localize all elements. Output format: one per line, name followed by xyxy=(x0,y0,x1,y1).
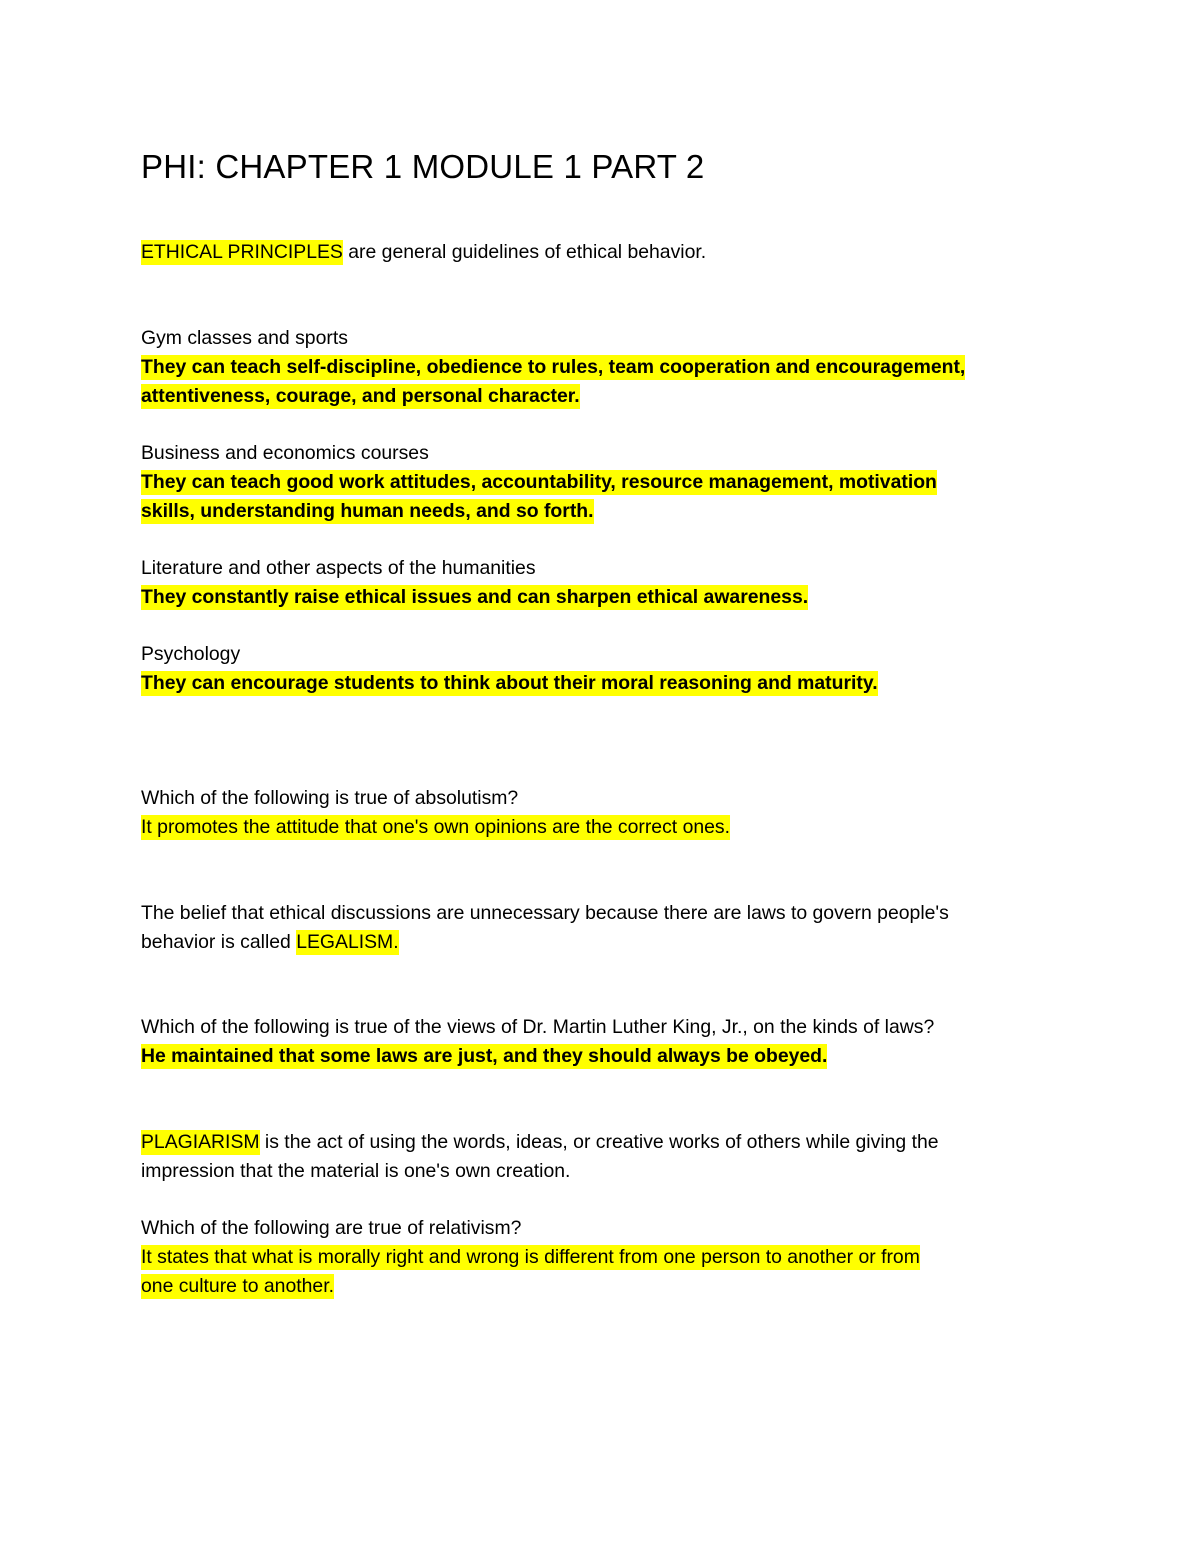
psychology-answer: They can encourage students to think about their moral reasoning and maturity. xyxy=(141,672,878,694)
literature-heading: Literature and other aspects of the humanities xyxy=(141,557,536,579)
ethical-principles-text: are general guidelines of ethical behavior. xyxy=(342,241,707,263)
ethical-principles-definition xyxy=(141,238,1071,267)
page-title: PHI: CHAPTER 1 MODULE 1 PART 2 xyxy=(141,148,705,185)
plagiarism-section xyxy=(141,1128,1071,1186)
business-answer-line-2: skills, understanding human needs, and so forth. xyxy=(141,500,594,522)
legalism-line-2-prefix: behavior is called xyxy=(141,931,297,953)
relativism-answer-line-1: It states that what is morally right and wrong is different from one person to another or from xyxy=(141,1246,920,1268)
gym-answer-line-2: attentiveness, courage, and personal character. xyxy=(141,385,580,407)
mlk-question: Which of the following is true of the views of Dr. Martin Luther King, Jr., on the kinds of laws? xyxy=(141,1016,935,1038)
relativism-section xyxy=(141,1214,1071,1301)
business-answer-line-1: They can teach good work attitudes, accountability, resource management, motivation xyxy=(141,471,937,493)
absolutism-question: Which of the following is true of absolutism? xyxy=(141,787,519,809)
plagiarism-line-1-text: is the act of using the words, ideas, or creative works of others while giving the xyxy=(259,1131,939,1153)
psychology-heading: Psychology xyxy=(141,643,241,665)
plagiarism-term: PLAGIARISM xyxy=(141,1131,260,1153)
relativism-answer-line-2: one culture to another. xyxy=(141,1275,334,1297)
business-heading: Business and economics courses xyxy=(141,442,429,464)
literature-section xyxy=(141,554,1071,612)
business-section xyxy=(141,439,1071,526)
gym-answer-line-1: They can teach self-discipline, obedience to rules, team cooperation and encouragement, xyxy=(141,356,966,378)
literature-answer: They constantly raise ethical issues and can sharpen ethical awareness. xyxy=(141,586,809,608)
relativism-question: Which of the following are true of relativism? xyxy=(141,1217,522,1239)
absolutism-section xyxy=(141,784,1071,842)
legalism-line-1: The belief that ethical discussions are unnecessary because there are laws to govern people's xyxy=(141,902,949,924)
absolutism-answer: It promotes the attitude that one's own opinions are the correct ones. xyxy=(141,816,731,838)
psychology-section xyxy=(141,640,1071,698)
gym-heading: Gym classes and sports xyxy=(141,327,348,349)
mlk-section xyxy=(141,1013,1071,1071)
plagiarism-line-2: impression that the material is one's own creation. xyxy=(141,1160,571,1182)
mlk-answer: He maintained that some laws are just, and they should always be obeyed. xyxy=(141,1045,828,1067)
legalism-section xyxy=(141,899,1071,957)
gym-section xyxy=(141,324,1071,411)
legalism-term: LEGALISM. xyxy=(296,931,399,953)
ethical-principles-term: ETHICAL PRINCIPLES xyxy=(141,241,343,263)
